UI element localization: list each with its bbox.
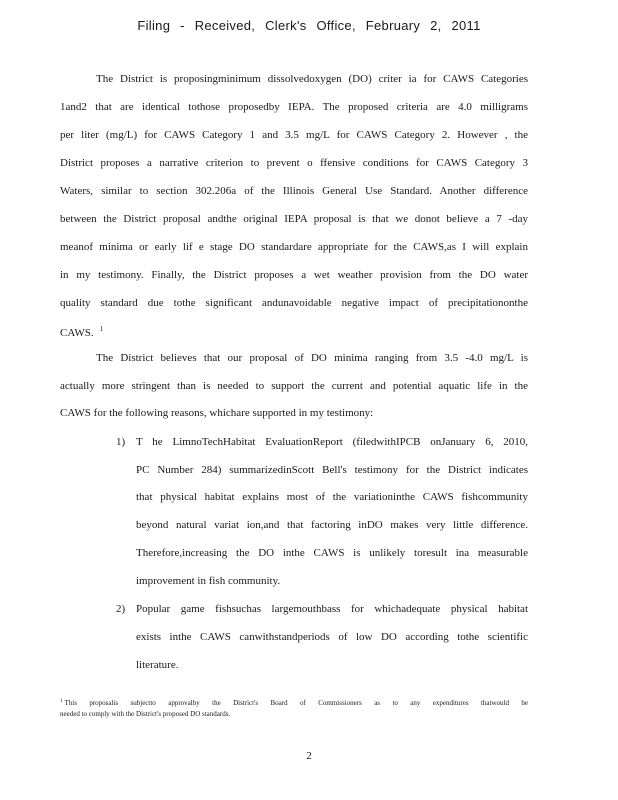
list-item-1-line-2: PC Number 284) summarizedinScott Bell's testimony for the District indicates (136, 464, 528, 476)
footnote-marker: 1 (60, 699, 63, 704)
list-item-1-line-3: that physical habitat explains most of the variationinthe CAWS fishcommunity (136, 491, 528, 503)
filing-header: Filing - Received, Clerk's Office, February 2, 2011 (137, 18, 481, 33)
paragraph-1-line-6: between the District proposal andthe original IEPA proposal is that we donot believe a 7 -day (60, 213, 528, 225)
paragraph-1-line-3: per liter (mg/L) for CAWS Category 1 and 3.5 mg/L for CAWS Category 2. However , the (60, 129, 528, 141)
footnote-line-2: needed to comply with the District's proposed DO standards. (60, 710, 231, 718)
paragraph-1-line-5: Waters, similar to section 302.206a of the Illinois General Use Standard. Another difference (60, 185, 528, 197)
list-item-1-text: T he LimnoTechHabitat EvaluationReport (filedwithIPCB onJanuary 6, 2010, (136, 436, 528, 448)
list-item-1-line-6: improvement in fish community. (136, 575, 281, 587)
paragraph-2-line-3: CAWS for the following reasons, whichare supported in my testimony: (60, 407, 374, 419)
paragraph-2-line-1: The District believes that our proposal of DO minima ranging from 3.5 -4.0 mg/L is (96, 352, 528, 364)
list-item-2-line-3: literature. (136, 659, 179, 671)
paragraph-1-line-4: District proposes a narrative criterion to prevent o ffensive conditions for CAWS Category 3 (60, 157, 528, 169)
paragraph-1-line-1: The District is proposingminimum dissolvedoxygen (DO) criter ia for CAWS Categories (96, 73, 528, 85)
paragraph-1-line-7: meanof minima or early lif e stage DO standardare appropriate for the CAWS,as I will explain (60, 241, 528, 253)
paragraph-1-line-9: quality standard due tothe significant andunavoidable negative impact of precipitationonthe (60, 297, 528, 309)
list-item-1-line-4: beyond natural variat ion,and that factoring inDO makes very little difference. (136, 519, 528, 531)
footnote-line-1 (60, 697, 528, 707)
paragraph-2-line-2: actually more stringent than is needed to support the current and potential aquatic life in the (60, 380, 528, 392)
list-item-1-number: 1) (116, 436, 126, 448)
paragraph-1-line-10 (60, 322, 528, 339)
list-item-2-line-1 (116, 602, 528, 616)
list-item-1-line-1 (116, 435, 528, 449)
list-item-2-line-2: exists inthe CAWS canwithstandperiods of low DO according tothe scientific (136, 631, 528, 643)
list-item-2-text: Popular game fishsuchas largemouthbass for whichadequate physical habitat (136, 603, 528, 615)
list-item-2-number: 2) (116, 603, 126, 615)
footnote-text-1: This proposalis subjectto approvalby the District's Board of Commissioners as to any expenditures thatwould be (64, 699, 528, 707)
paragraph-1-last-text: CAWS. (60, 327, 94, 339)
footnote-reference: 1 (99, 325, 104, 333)
page-number: 2 (306, 750, 312, 762)
paragraph-1-line-8: in my testimony. Finally, the District proposes a wet weather provision from the DO water (60, 269, 528, 281)
list-item-1-line-5: Therefore,increasing the DO inthe CAWS is unlikely toresult ina measurable (136, 547, 528, 559)
paragraph-1-line-2: 1and2 that are identical tothose proposedby IEPA. The proposed criteria are 4.0 milligrams (60, 101, 528, 113)
